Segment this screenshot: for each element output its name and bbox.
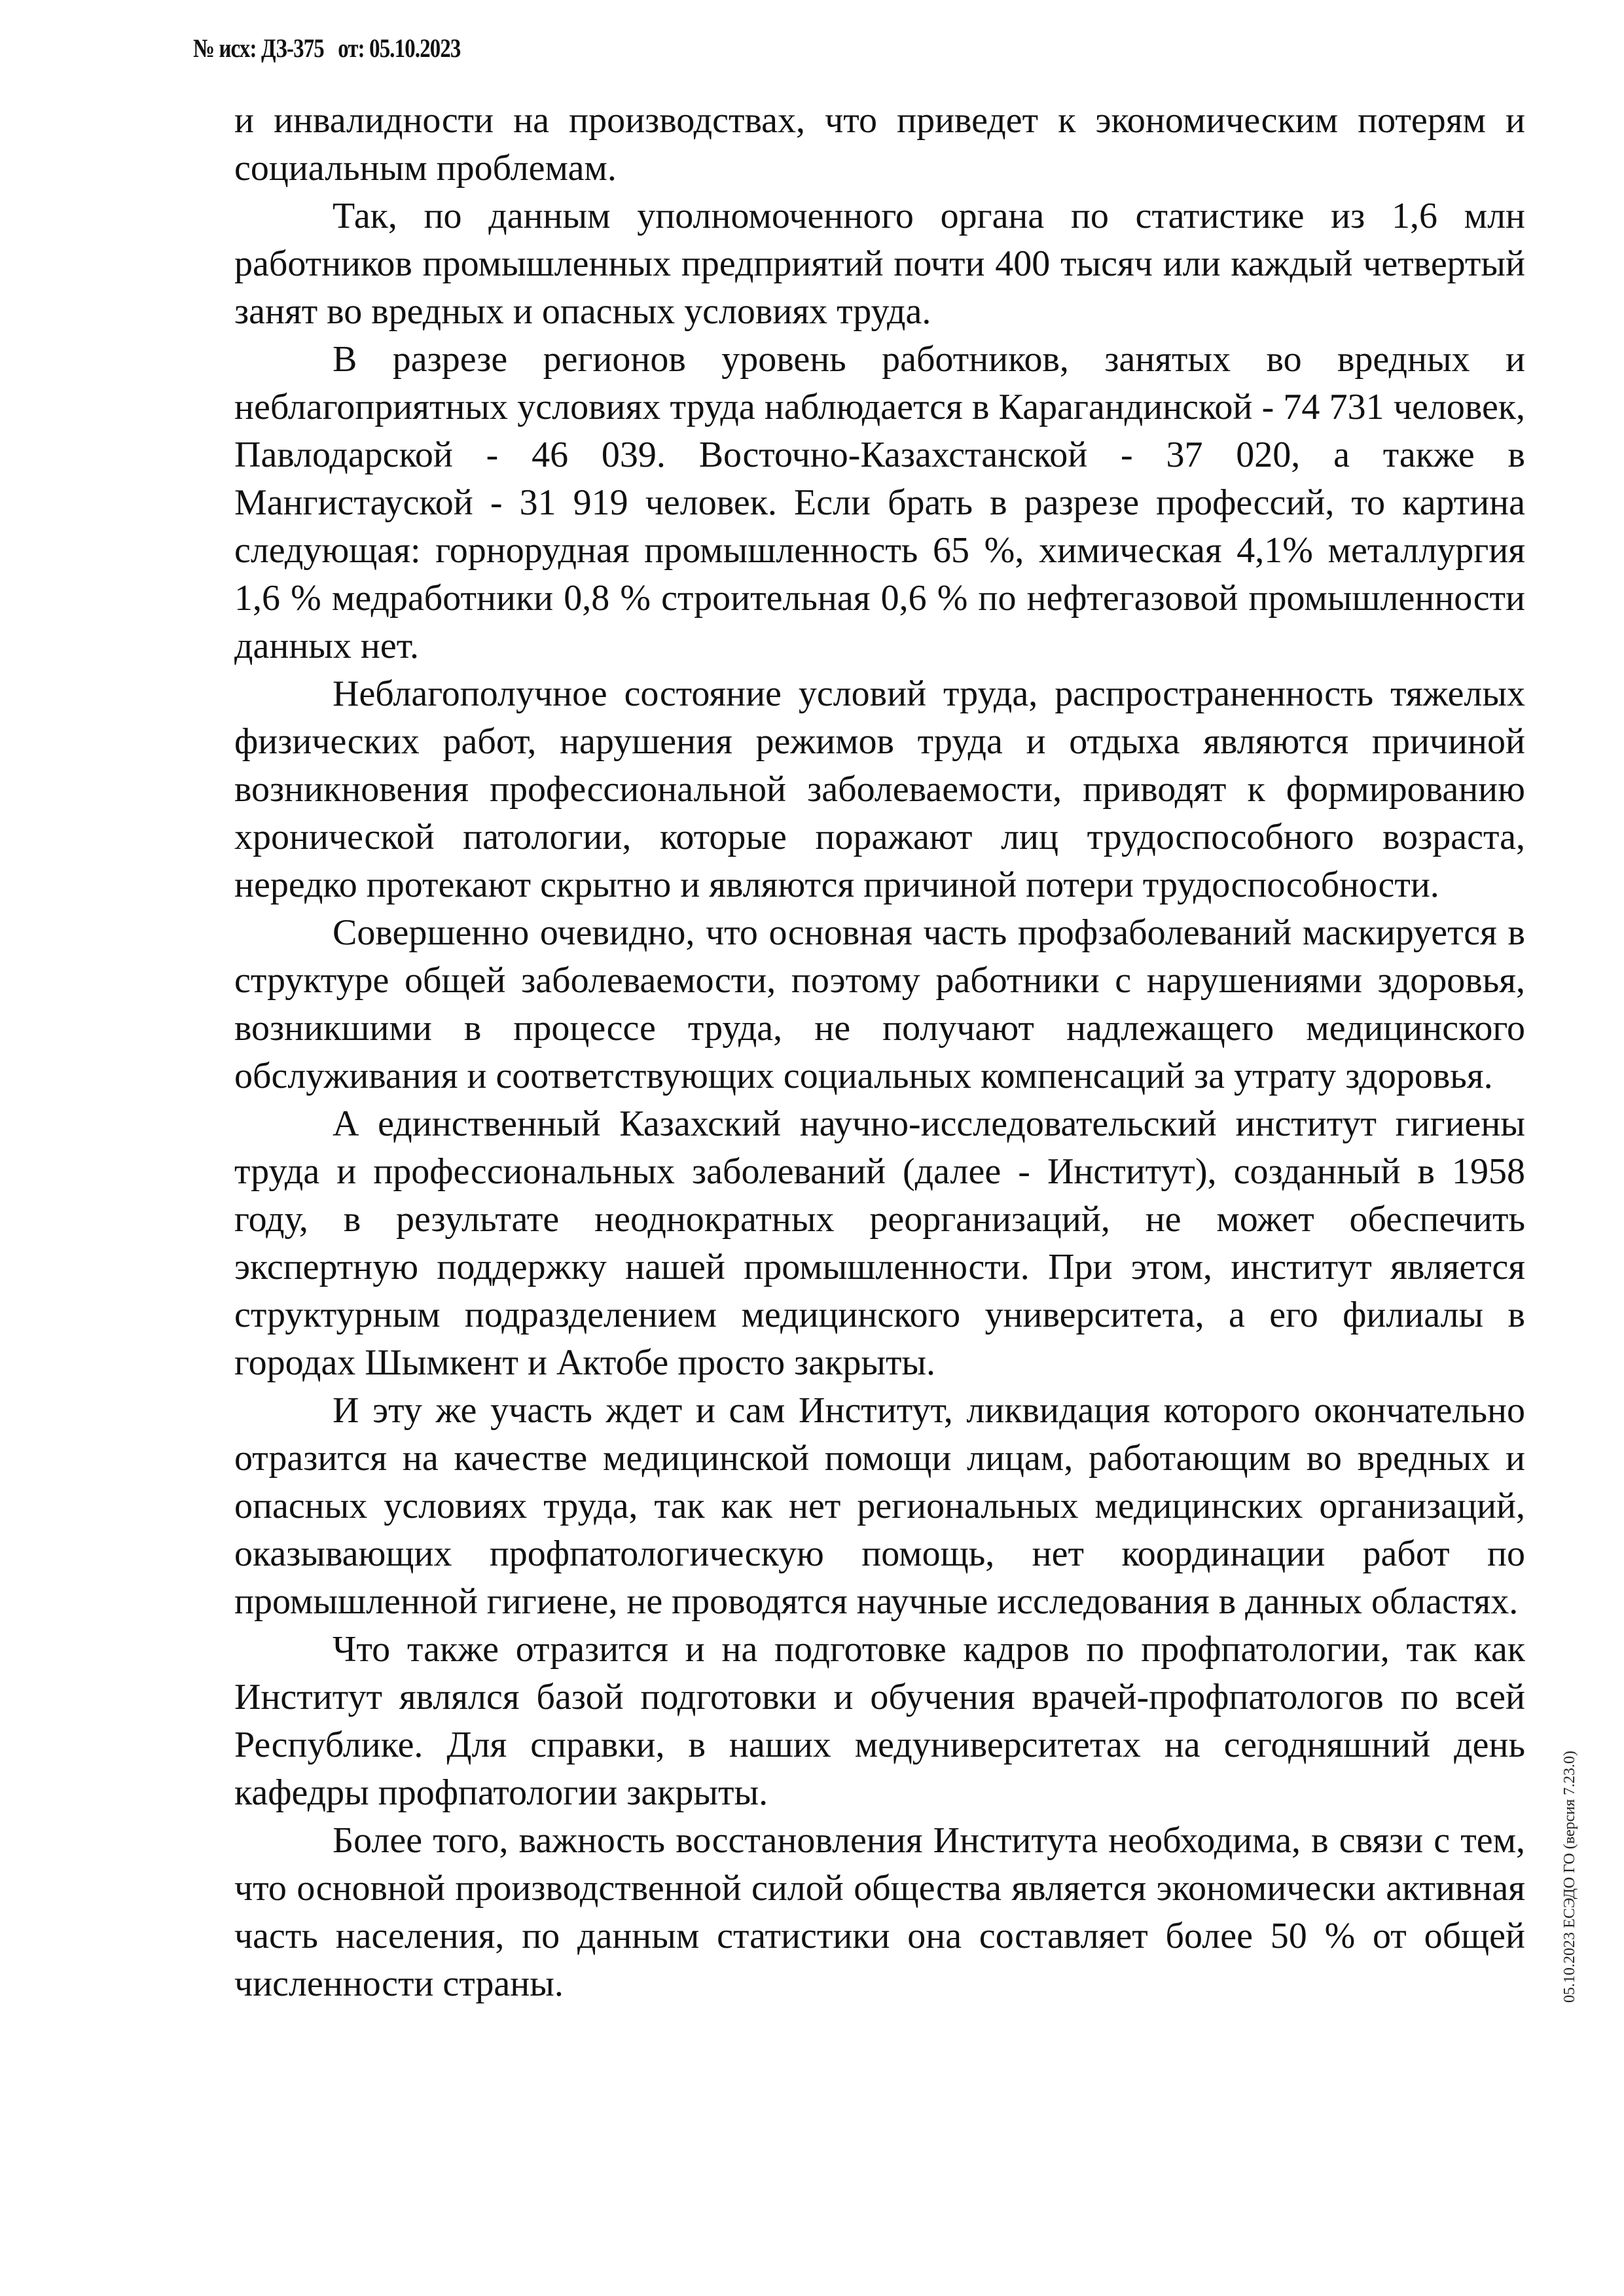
outgoing-number: № исх: ДЗ-375	[193, 33, 324, 63]
outgoing-number-header	[193, 33, 461, 63]
paragraph-8: Что также отразится и на подготовке кадров по профпатологии, так как Институт являлся базой подготовки и обучения врачей-профпатологов по всей Республике. Для справки, в наших медуниверситетах на сегодняшний день кафедры профпатологии закрыты.	[234, 1629, 1525, 1813]
paragraph-9: Более того, важность восстановления Института необходима, в связи с тем, что основной производственной силой общества является экономически активная часть населения, по данным статистики она составляет более 50 % от общей численности страны.	[234, 1820, 1525, 2004]
document-date: от: 05.10.2023	[338, 33, 461, 63]
paragraph-3: В разрезе регионов уровень работников, занятых во вредных и неблагоприятных условиях труда наблюдается в Карагандинской - 74 731 человек, Павлодарской - 46 039. Восточно-Казахстанской - 37 020, а также в Мангистауской - 31 919 человек. Если брать в разрезе профессий, то картина следующая: горнорудная промышленность 65 %, химическая 4,1% металлургия 1,6 % медработники 0,8 % строительная 0,6 % по нефтегазовой промышленности данных нет.	[234, 339, 1525, 666]
paragraph-6: А единственный Казахский научно-исследовательский институт гигиены труда и профессиональных заболеваний (далее - Институт), созданный в 1958 году, в результате неоднократных реорганизаций, не может обеспечить экспертную поддержку нашей промышленности. При этом, институт является структурным подразделением медицинского университета, а его филиалы в городах Шымкент и Актобе просто закрыты.	[234, 1103, 1525, 1383]
paragraph-2: Так, по данным уполномоченного органа по статистике из 1,6 млн работников промышленных предприятий почти 400 тысяч или каждый четвертый занят во вредных и опасных условиях труда.	[234, 196, 1525, 332]
paragraph-7: И эту же участь ждет и сам Институт, ликвидация которого окончательно отразится на качестве медицинской помощи лицам, работающим во вредных и опасных условиях труда, так как нет региональных медицинских организаций, оказывающих профпатологическую помощь, нет координации работ по промышленной гигиене, не проводятся научные исследования в данных областях.	[234, 1390, 1525, 1622]
paragraph-5: Совершенно очевидно, что основная часть профзаболеваний маскируется в структуре общей заболеваемости, поэтому работники с нарушениями здоровья, возникшими в процессе труда, не получают надлежащего медицинского обслуживания и соответствующих социальных компенсаций за утрату здоровья.	[234, 912, 1525, 1096]
paragraph-4: Неблагополучное состояние условий труда, распространенность тяжелых физических работ, нарушения режимов труда и отдыха являются причиной возникновения профессиональной заболеваемости, приводят к формированию хронической патологии, которые поражают лиц трудоспособного возраста, нередко протекают скрытно и являются причиной потери трудоспособности.	[234, 673, 1525, 905]
paragraph-1: и инвалидности на производствах, что приведет к экономическим потерям и социальным проблемам.	[234, 100, 1525, 188]
edms-side-stamp: 05.10.2023 ЕСЭДО ГО (версия 7.23.0)	[1561, 1750, 1578, 2003]
document-body	[234, 97, 1525, 2008]
